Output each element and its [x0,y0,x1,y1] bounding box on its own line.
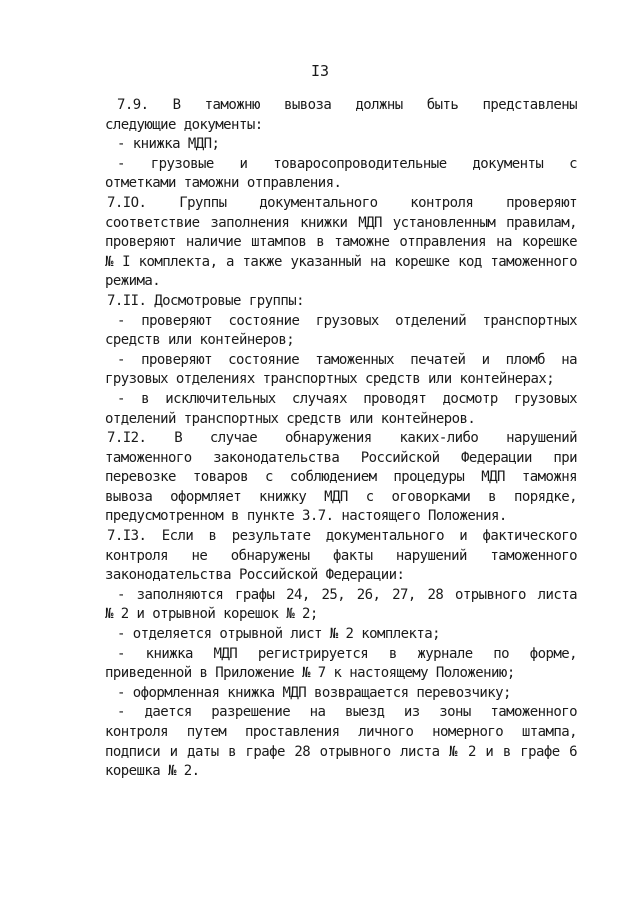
text-line: перевозке товаров с соблюдением процедуры МДП таможня [105,469,577,486]
text-line: проверяют наличие штампов в таможне отправления на корешке [105,234,577,251]
text-line: приведенной в Приложение № 7 к настоящему Положению; [105,665,515,682]
text-line: - проверяют состояние грузовых отделений транспортных [117,312,577,329]
document-body [105,96,577,782]
text-line: 7.I2. В случае обнаружения каких-либо нарушений [107,430,577,447]
text-line: законодательства Российской Федерации: [105,567,405,584]
text-line: - отделяется отрывной лист № 2 комплекта; [117,626,441,643]
text-line: подписи и даты в графе 28 отрывного листа № 2 и в графе 6 [105,743,577,760]
text-line: 7.9. В таможню вывоза должны быть представлены [117,97,577,113]
text-line: - оформленная книжка МДП возвращается перевозчику; [117,684,511,701]
text-line: № I комплекта, а также указанный на корешке код таможенного [105,253,577,270]
text-line: - дается разрешение на выезд из зоны таможенного [117,704,577,721]
text-line: отметками таможни отправления. [105,175,342,192]
text-line: 7.I3. Если в результате документального и фактического [107,528,577,545]
text-line: вывоза оформляет книжку МДП с оговорками в порядке, [105,488,577,505]
text-line: 7.II. Досмотровые группы: [107,292,304,309]
text-line: следующие документы: [105,116,263,133]
text-line: средств или контейнеров; [105,332,295,349]
text-line: корешка № 2. [105,763,200,780]
text-line: отделений транспортных средств или контейнеров. [105,410,476,427]
text-line: - книжка МДП; [117,136,220,153]
text-line: - в исключительных случаях проводят досмотр грузовых [117,390,577,407]
text-line: грузовых отделениях транспортных средств или контейнерах; [105,371,555,388]
text-line: режима. [105,273,161,290]
text-line: - книжка МДП регистрируется в журнале по форме, [117,645,577,662]
page-number: I3 [310,62,330,80]
text-line: предусмотренном в пункте 3.7. настоящего Положения. [105,508,507,525]
text-line: 7.IO. Группы документального контроля проверяют [107,194,577,211]
text-line: № 2 и отрывной корешок № 2; [105,606,318,623]
text-line: таможенного законодательства Российской Федерации при [105,449,577,466]
text-line: - проверяют состояние таможенных печатей и пломб на [117,351,577,368]
text-line: контроля путем проставления личного номерного штампа, [105,724,577,740]
text-line: - грузовые и товаросопроводительные документы с [117,155,577,172]
text-line: - заполняются графы 24, 25, 26, 27, 28 отрывного листа [117,586,577,603]
text-line: контроля не обнаружены факты нарушений таможенного [105,547,577,564]
text-line: соответствие заполнения книжки МДП установленным правилам, [105,214,577,231]
